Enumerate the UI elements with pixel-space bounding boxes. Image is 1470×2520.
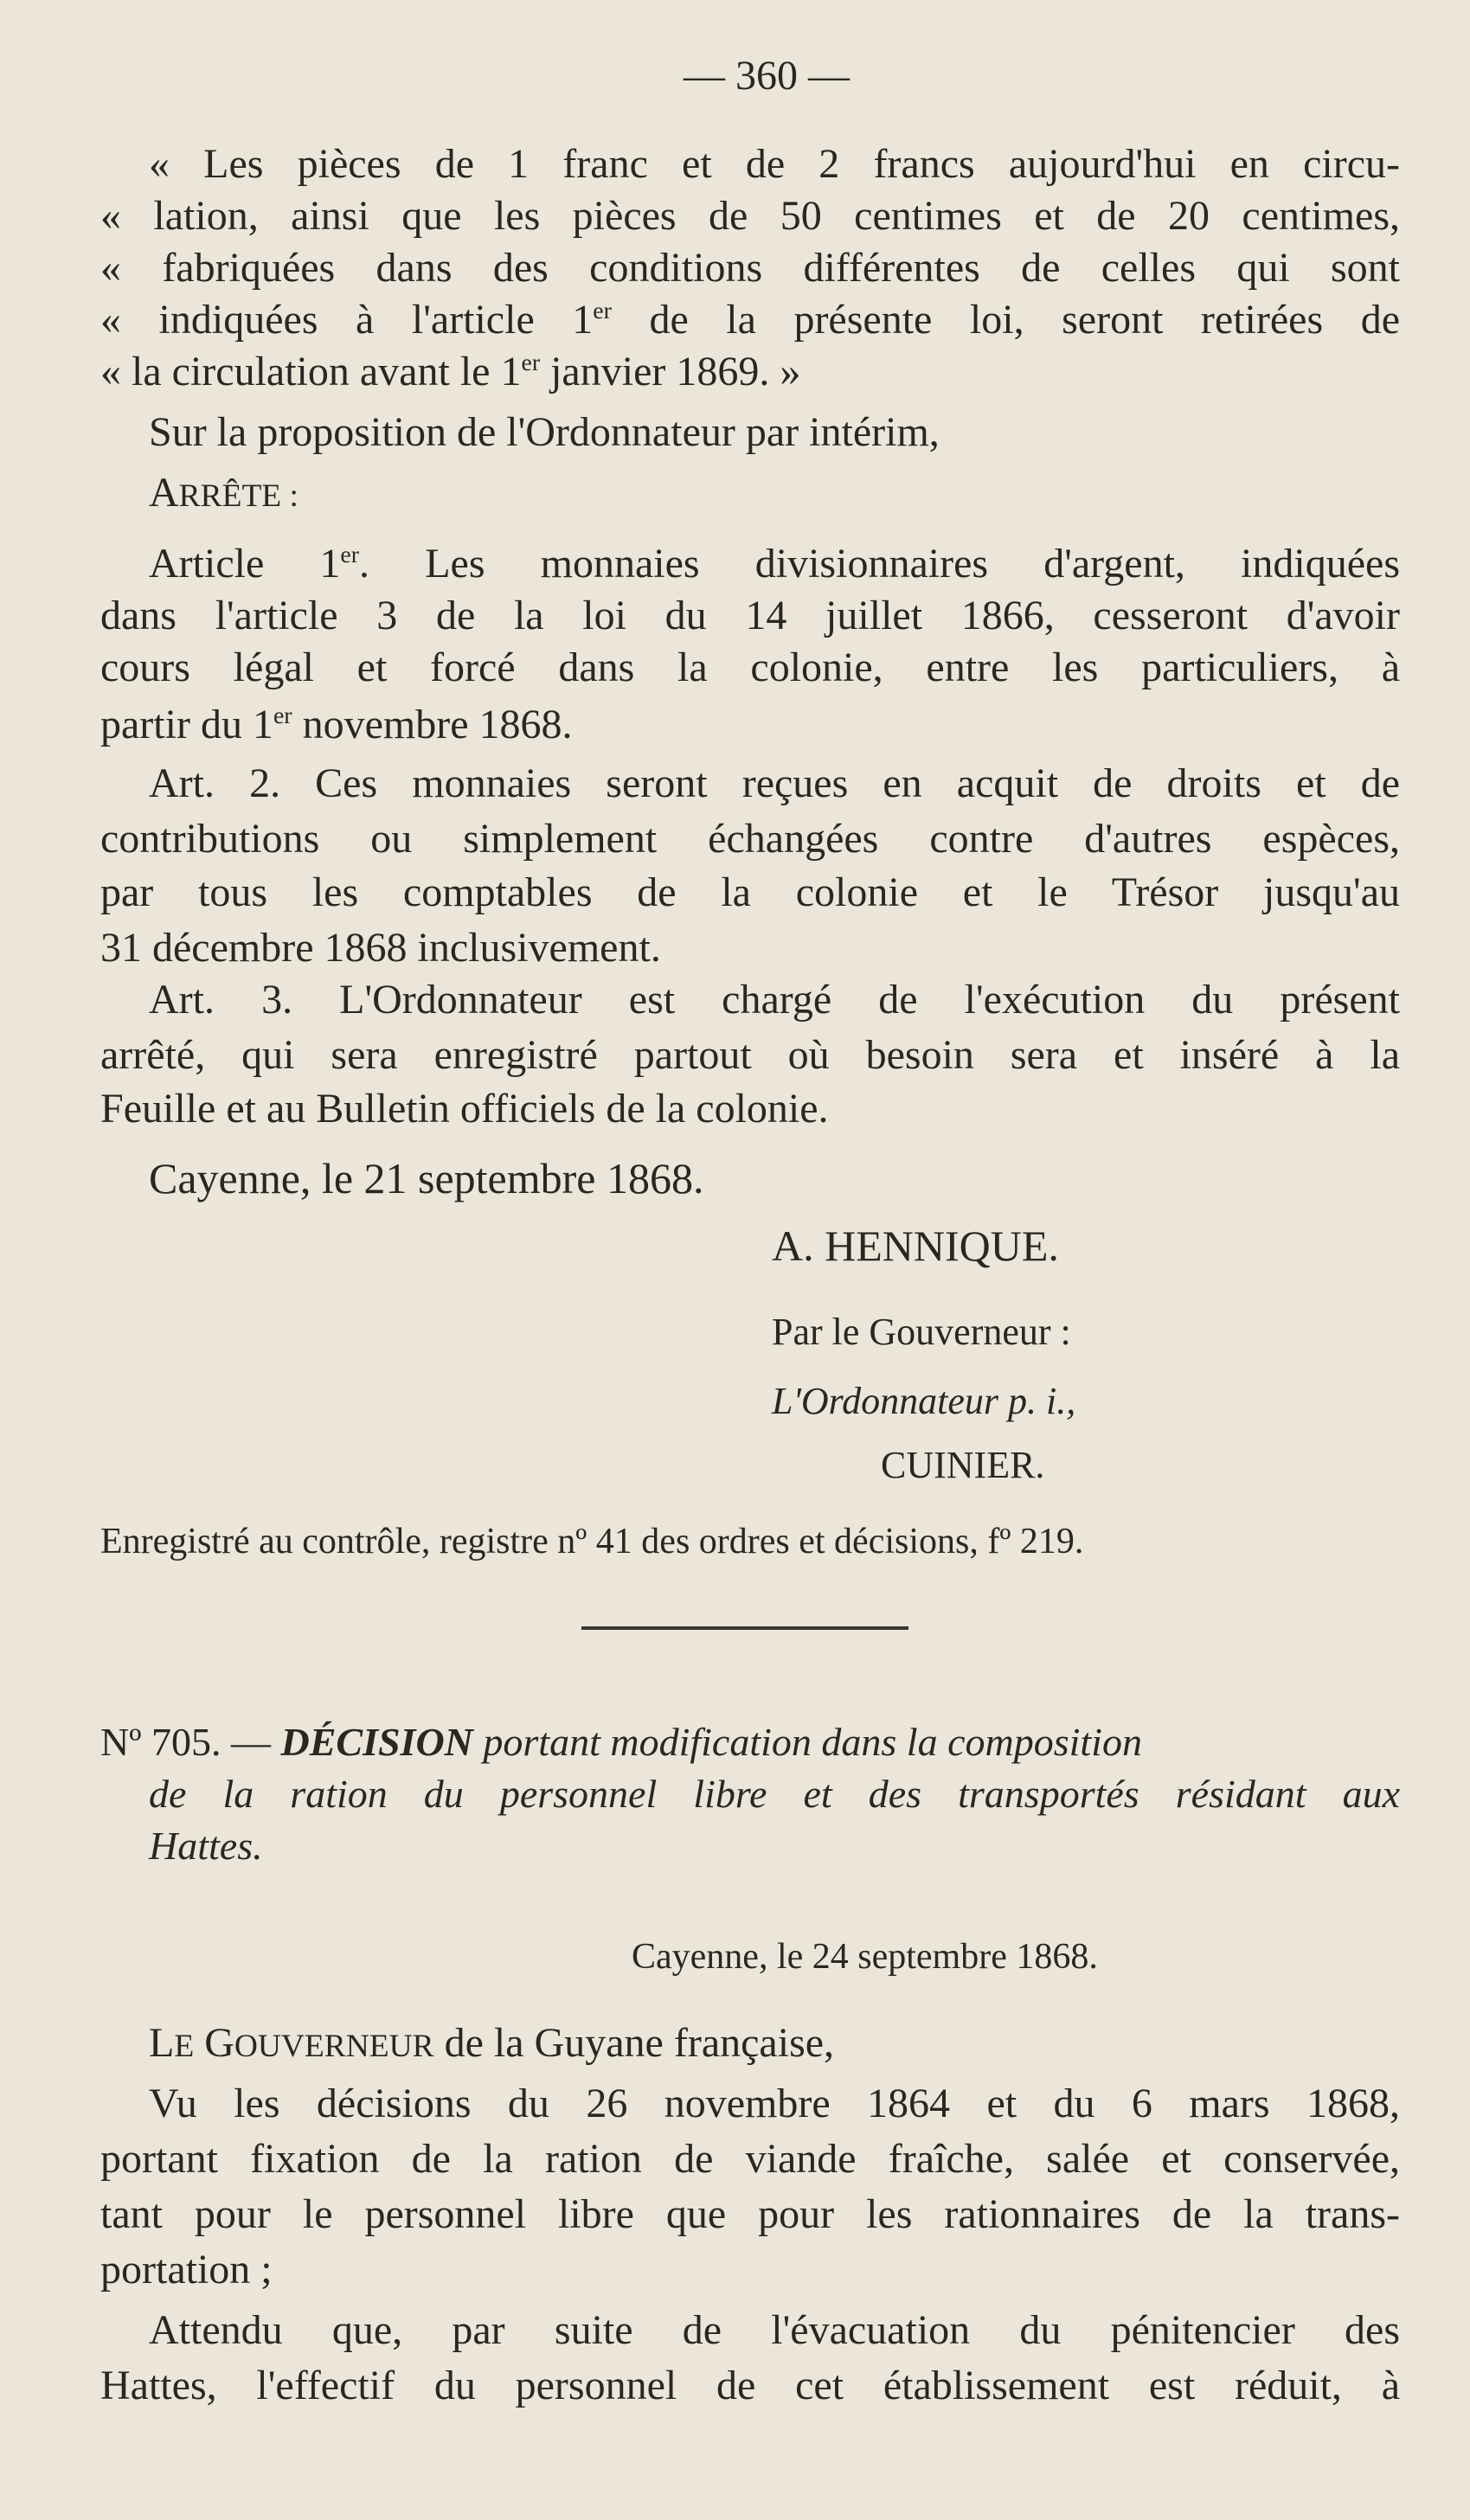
article-1-line: cours légal et forcé dans la colonie, entre les particuliers, à <box>100 644 1400 690</box>
law-quote-line: « la circulation avant le 1er janvier 1869. » <box>100 349 801 394</box>
par-le-gouverneur: Par le Gouverneur : <box>772 1311 1071 1353</box>
governor-intro: LE GOUVERNEUR de la Guyane française, <box>149 2020 835 2066</box>
decision-date: Cayenne, le 24 septembre 1868. <box>632 1937 1098 1977</box>
article-3-line: Feuille et au Bulletin officiels de la colonie. <box>100 1086 829 1132</box>
ordonnateur-name: CUINIER. <box>881 1444 1045 1486</box>
page-number: — 360 — <box>684 53 850 99</box>
article-1-line: Article 1er. Les monnaies divisionnaires d'argent, indiquées <box>149 541 1401 587</box>
proposal-line: Sur la proposition de l'Ordonnateur par intérim, <box>149 409 940 455</box>
law-quote-line: « indiquées à l'article 1er de la présente loi, seront retirées de <box>100 297 1400 343</box>
registration-note: Enregistré au contrôle, registre nº 41 des ordres et décisions, fº 219. <box>100 1522 1084 1561</box>
vu-line: tant pour le personnel libre que pour les rationnaires de la trans- <box>100 2191 1400 2237</box>
arrete-heading: ARRÊTE : <box>149 470 298 516</box>
attendu-line: Attendu que, par suite de l'évacuation du pénitencier des <box>149 2307 1400 2353</box>
law-quote-line: « lation, ainsi que les pièces de 50 centimes et de 20 centimes, <box>100 193 1400 239</box>
date-place: Cayenne, le 21 septembre 1868. <box>149 1154 704 1202</box>
governor-signature: A. HENNIQUE. <box>772 1222 1059 1270</box>
article-2-line: Art. 2. Ces monnaies seront reçues en acquit de droits et de <box>149 760 1400 806</box>
section-divider <box>581 1626 908 1630</box>
decision-heading: de la ration du personnel libre et des transportés résidant aux <box>149 1772 1400 1816</box>
vu-line: Vu les décisions du 26 novembre 1864 et du 6 mars 1868, <box>149 2081 1400 2126</box>
law-quote-line: « Les pièces de 1 franc et de 2 francs aujourd'hui en circu- <box>149 141 1400 187</box>
decision-heading: Hattes. <box>149 1824 263 1868</box>
decision-heading: Nº 705. — DÉCISION portant modification dans la composition <box>100 1720 1142 1764</box>
article-1-line: dans l'article 3 de la loi du 14 juillet 1866, cesseront d'avoir <box>100 593 1400 638</box>
article-3-line: Art. 3. L'Ordonnateur est chargé de l'exécution du présent <box>149 977 1400 1023</box>
vu-line: portant fixation de la ration de viande fraîche, salée et conservée, <box>100 2136 1400 2182</box>
ordonnateur-title: L'Ordonnateur p. i., <box>772 1380 1076 1422</box>
article-2-line: contributions ou simplement échangées contre d'autres espèces, <box>100 816 1400 862</box>
vu-line: portation ; <box>100 2247 273 2292</box>
article-2-line: 31 décembre 1868 inclusivement. <box>100 925 661 971</box>
law-quote-line: « fabriquées dans des conditions différentes de celles qui sont <box>100 245 1400 291</box>
article-3-line: arrêté, qui sera enregistré partout où besoin sera et inséré à la <box>100 1032 1400 1078</box>
article-2-line: par tous les comptables de la colonie et le Trésor jusqu'au <box>100 869 1400 915</box>
article-1-line: partir du 1er novembre 1868. <box>100 702 573 747</box>
attendu-line: Hattes, l'effectif du personnel de cet établissement est réduit, à <box>100 2363 1400 2408</box>
